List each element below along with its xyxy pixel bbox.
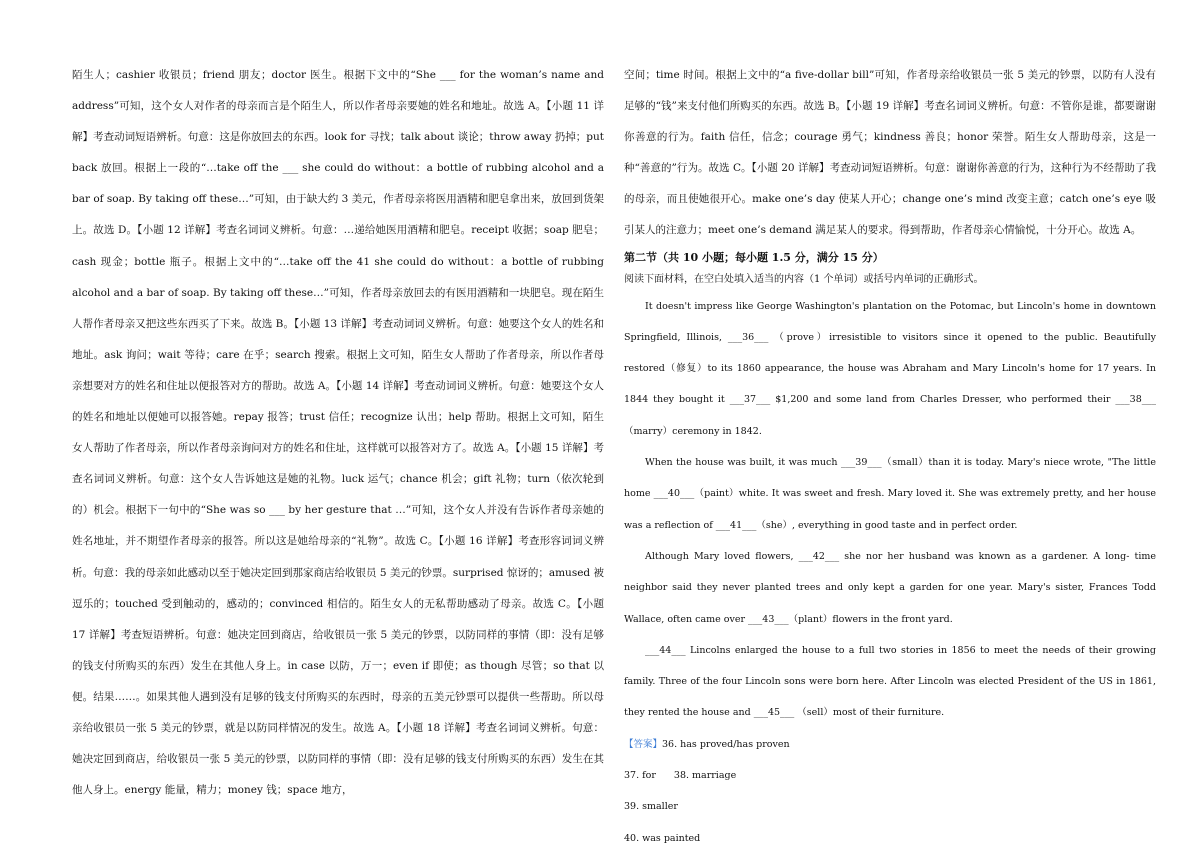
left-column <box>72 60 604 806</box>
section-instruction: 阅读下面材料，在空白处填入适当的内容（1 个单词）或括号内单词的正确形式。 <box>624 273 984 285</box>
reading-passage <box>624 291 1156 729</box>
answer-block <box>624 729 1156 854</box>
explanation-continuation: 空间；time 时间。根据上文中的“a five-dollar bill”可知，作者母亲给收银员一张 5 美元的钞票，以防有人没有足够的“钱”来支付他们所购买的东西。故选 B。【小题 19 详解】考查名词词义辨析。句意：不管你是谁，都要谢谢你善意的行为。faith 信任，信念；courage 勇气；kindness 善良；honor 荣誉。陌生女人帮助母亲，这是一种“善意的”行为。故选 C。【小题 20 详解】考查动词短语辨析。句意：谢谢你善意的行为，这种行为不经帮助了我的母亲，而且使她很开心。make one’s day 使某人开心；change one’s mind 改变主意；catch one’s eye 吸引某人的注意力；meet one’s demand 满足某人的要求。得到帮助，作者母亲心情愉悦，十分开心。故选 A。 <box>624 69 1156 237</box>
right-column <box>624 60 1156 854</box>
passage-paragraph: When the house was built, it was much ___39___（small）than it is today. Mary's niece wrote, "The little home ___40___（paint）white. It was sweet and fresh. Mary loved it. She was extremely pretty, and her house was a reflection of ___41___（she）, everything in good taste and in perfect order. <box>624 457 1156 531</box>
answer-line <box>624 760 1156 791</box>
answer-line <box>624 729 1156 760</box>
answer-36: 36. has proved/has proven <box>662 738 790 750</box>
passage-paragraph: ___44___ Lincolns enlarged the house to a full two stories in 1856 to meet the needs of their growing family. Three of the four Lincoln sons were born here. After Lincoln was elected President of the US in 1861, they rented the house and ___45___ （sell）most of their furniture. <box>624 644 1156 719</box>
answer-37: 37. for <box>624 770 656 782</box>
section-title: 第二节（共 10 小题；每小题 1.5 分，满分 15 分） <box>624 250 884 264</box>
passage-paragraph: It doesn't impress like George Washington's plantation on the Potomac, but Lincoln's home in downtown Springfield, Illinois, ___36___ （prove）irresistible to visitors since it opened to the public. Beautifully restored（修复）to its 1860 appearance, the house was Abraham and Mary Lincoln's home for 17 years. In 1844 they bought it ___37___ $1,200 and some land from Charles Dresser, who performed their ___38___ （marry）ceremony in 1842. <box>624 300 1156 437</box>
passage-paragraph: Although Mary loved flowers, ___42___ she nor her husband was known as a gardener. A long- time neighbor said they never planted trees and only kept a garden for one year. Mary's sister, Frances Todd Wallace, often came over ___43___（plant）flowers in the front yard. <box>624 550 1156 625</box>
answer-38: 38. marriage <box>673 770 737 782</box>
answer-40: 40. was painted <box>624 832 701 844</box>
answer-39: 39. smaller <box>624 801 678 813</box>
answer-label: 【答案】 <box>624 738 663 750</box>
explanation-text: 陌生人；cashier 收银员；friend 朋友；doctor 医生。根据下文中的“She ___ for the woman’s name and address”可知，这个女人对作者的母亲而言是个陌生人，所以作者母亲要她的姓名和地址。故选 A。【小题 11 详解】考查动词短语辨析。句意：这是你放回去的东西。look for 寻找；talk about 谈论；throw away 扔掉；put back 放回。根据上一段的“…take off the ___ she could do without：a bottle of rubbing alcohol and a bar of soap. By taking off these…”可知，由于缺大约 3 美元，作者母亲将医用酒精和肥皂拿出来，放回到货架上。故选 D。【小题 12 详解】考查名词词义辨析。句意：…递给她医用酒精和肥皂。receipt 收据；soap 肥皂；cash 现金；bottle 瓶子。根据上文中的“…take off the 41 she could do without：a bottle of rubbing alcohol and a bar of soap. By taking off these…”可知，作者母亲放回去的有医用酒精和一块肥皂。现在陌生人帮作者母亲又把这些东西买了下来。故选 B。【小题 13 详解】考查动词词义辨析。句意：她要这个女人的姓名和地址。ask 询问；wait 等待；care 在乎；search 搜索。根据上文可知，陌生女人帮助了作者母亲，所以作者母亲想要对方的姓名和住址以便报答对方的帮助。故选 A。【小题 14 详解】考查动词词义辨析。句意：她要这个女人的姓名和地址以便她可以报答她。repay 报答；trust 信任；recognize 认出；help 帮助。根据上文可知，陌生女人帮助了作者母亲，所以作者母亲询问对方的姓名和住址，这样就可以报答对方了。故选 A。【小题 15 详解】考查名词词义辨析。句意：这个女人告诉她这是她的礼物。luck 运气；chance 机会；gift 礼物；turn（依次轮到的）机会。根据下一句中的“She was so ___ by her gesture that …”可知，这个女人并没有告诉作者母亲她的姓名地址，并不期望作者母亲的报答。所以这是她给母亲的“礼物”。故选 C。【小题 16 详解】考查形容词词义辨析。句意：我的母亲如此感动以至于她决定回到那家商店给收银员 5 美元的钞票。surprised 惊讶的；amused 被逗乐的；touched 受到触动的，感动的；convinced 相信的。陌生女人的无私帮助感动了母亲。故选 C。【小题 17 详解】考查短语辨析。句意：她决定回到商店，给收银员一张 5 美元的钞票，以防同样的事情（即：没有足够的钱支付所购买的东西）发生在其他人身上。in case 以防，万一；even if 即使；as though 尽管；so that 以便。结果……。如果其他人遇到没有足够的钱支付所购买的东西时，母亲的五美元钞票可以提供一些帮助。所以母亲给收银员一张 5 美元的钞票，就是以防同样情况的发生。故选 A。【小题 18 详解】考查名词词义辨析。句意：她决定回到商店，给收银员一张 5 美元的钞票，以防同样的事情（即：没有足够的钱支付所购买的东西）发生在其他人身上。energy 能量，精力；money 钱；space 地方， <box>72 69 604 797</box>
